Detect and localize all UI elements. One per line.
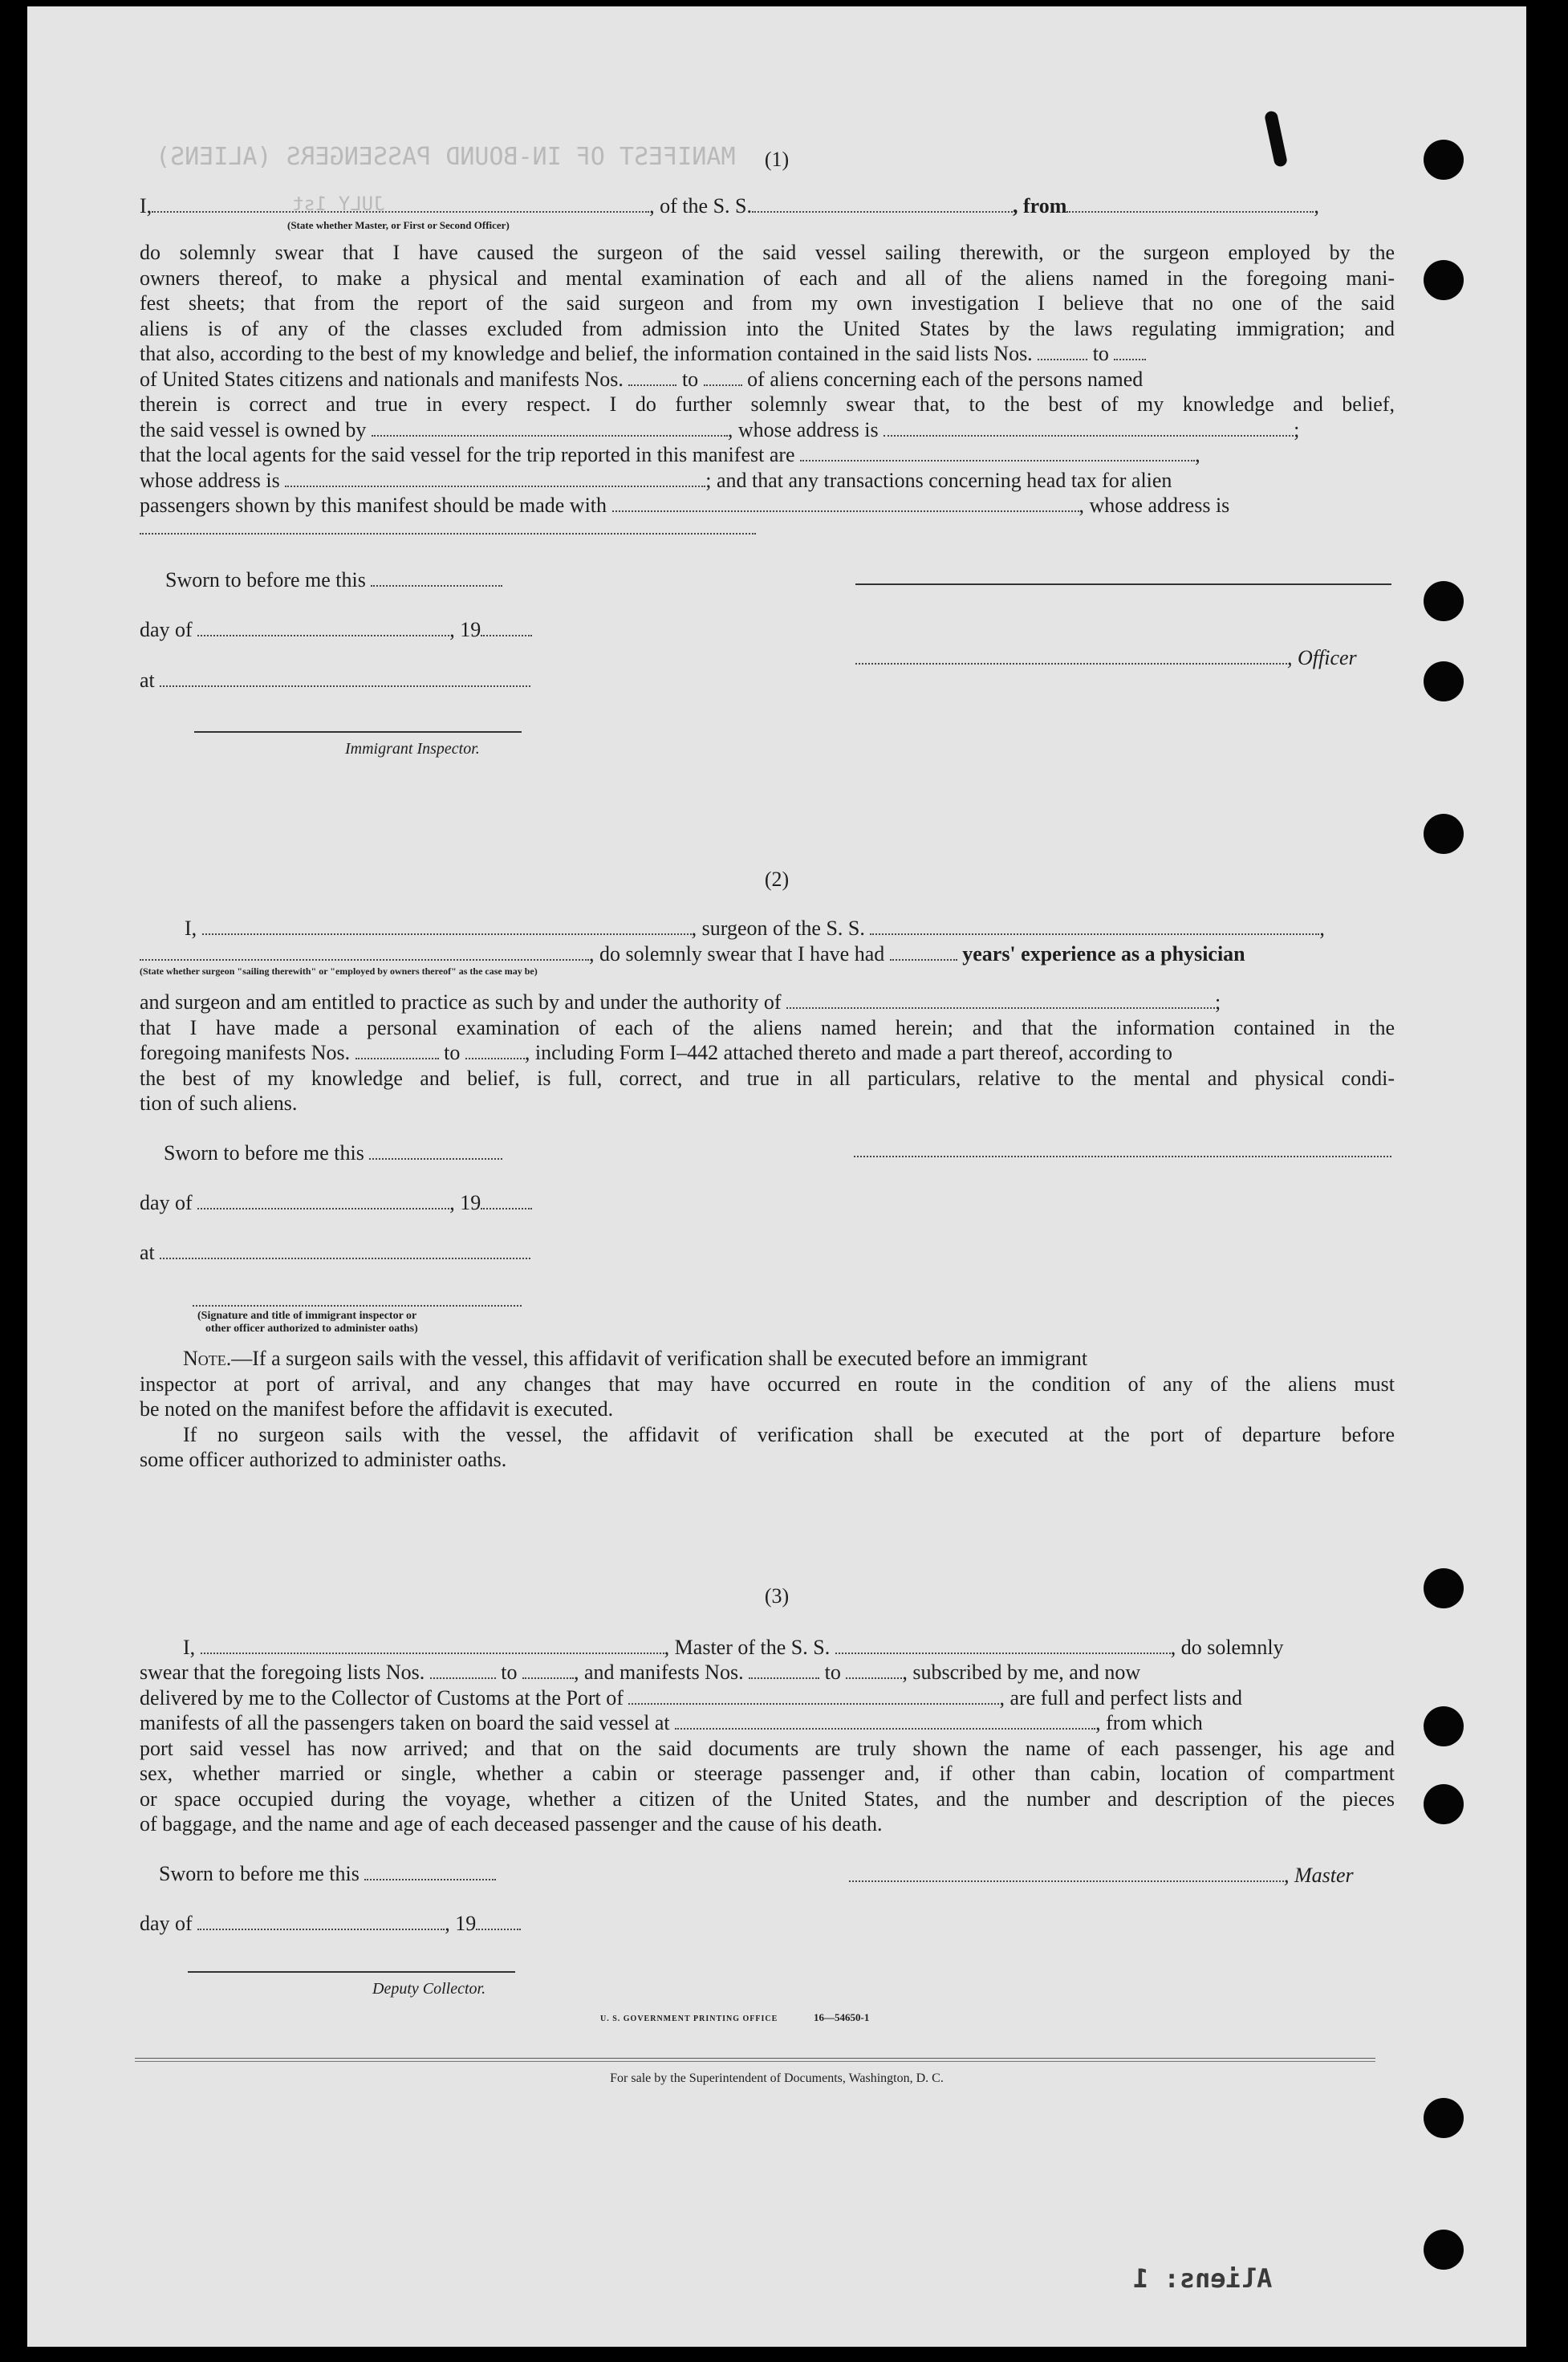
sale-note: For sale by the Superintendent of Documents, Washington, D. C. — [610, 2071, 944, 2085]
s2-note-line: be noted on the manifest before the affidavit is executed. — [140, 1397, 614, 1421]
s2-line2: , do solemnly swear that I have had years' experience as a physician — [140, 942, 1245, 966]
s2-authority-line: and surgeon and am entitled to practice as such by and under the authority of ; — [140, 990, 1221, 1014]
punch-hole — [1424, 2098, 1464, 2138]
handwritten-count: Aliens: 1 — [1133, 2263, 1273, 2294]
s1-address-line: whose address is ; and that any transactions concerning head tax for alien — [140, 469, 1172, 492]
footer-rule — [135, 2061, 1375, 2062]
s2-para-line: the best of my knowledge and belief, is full, correct, and true in all particulars, relative to the mental and physical condi- — [140, 1067, 1395, 1090]
s1-officer-line: , Officer — [855, 646, 1357, 670]
s1-owner-line: the said vessel is owned by , whose address is ; — [140, 418, 1300, 441]
punch-hole — [1424, 140, 1464, 180]
bleed-through-date: JULY 1st — [292, 193, 385, 215]
s2-at: at — [140, 1241, 530, 1265]
s3-line1: I, , Master of the S. S. , do solemnly — [183, 1636, 1284, 1659]
s2-para-line: that I have made a personal examination of each of the aliens named herein; and that the information contained in the — [140, 1016, 1395, 1039]
s1-at: at — [140, 669, 530, 693]
punch-hole — [1424, 260, 1464, 300]
s1-para-line: therein is correct and true in every respect. I do further solemnly swear that, to the best of my knowledge and belief, — [140, 392, 1395, 416]
s3-para-line: of baggage, and the name and age of each deceased passenger and the cause of his death. — [140, 1812, 883, 1836]
s3-line4: manifests of all the passengers taken on board the said vessel at , from which — [140, 1711, 1203, 1734]
form-number: 16—54650-1 — [814, 2011, 870, 2023]
s3-day-of: day of , 19 — [140, 1912, 521, 1936]
s1-manifests-line: of United States citizens and nationals and manifests Nos. to of aliens concerning each of the persons named — [140, 368, 1144, 391]
s2-sig-note: other officer authorized to administer oaths) — [205, 1323, 418, 1335]
s1-para-line: aliens is of any of the classes excluded from admission into the United States by the laws regulating immigration; and — [140, 317, 1395, 340]
punch-hole — [1424, 814, 1464, 854]
s3-deputy-label: Deputy Collector. — [372, 1980, 486, 1998]
s3-master-line: , Master — [849, 1864, 1354, 1888]
s3-deputy-line — [188, 1971, 515, 1973]
s3-para-line: or space occupied during the voyage, whether a citizen of the United States, and the number and description of the pieces — [140, 1787, 1395, 1811]
s1-day-of: day of , 19 — [140, 618, 532, 642]
s3-para-line: port said vessel has now arrived; and that on the said documents are truly shown the name of each passenger, his age and — [140, 1737, 1395, 1760]
bleed-through-text: MANIFEST OF IN-BOUND PASSENGERS (ALIENS) — [156, 143, 736, 171]
punch-hole — [1424, 581, 1464, 621]
s1-inspector-label: Immigrant Inspector. — [345, 740, 480, 758]
s3-line2: swear that the foregoing lists Nos. to , and manifests Nos. to , subscribed by me, and now — [140, 1661, 1141, 1684]
s2-day-of: day of , 19 — [140, 1191, 532, 1215]
s1-para-line: owners thereof, to make a physical and mental examination of each and all of the aliens named in the foregoing mani- — [140, 266, 1395, 290]
section-2-number: (2) — [764, 868, 790, 891]
section-3-number: (3) — [764, 1584, 790, 1608]
s2-manifests-line: foregoing manifests Nos. to , including Form I–442 attached thereto and made a part thereof, according to — [140, 1041, 1173, 1064]
s2-note-line: If no surgeon sails with the vessel, the affidavit of verification shall be executed at the port of departure before — [183, 1423, 1395, 1446]
s2-sig-note: (Signature and title of immigrant inspector or — [197, 1310, 417, 1322]
s2-note-line: some officer authorized to administer oaths. — [140, 1448, 507, 1471]
s1-para-line: do solemnly swear that I have caused the surgeon of the said vessel sailing therewith, or the surgeon employed by the — [140, 241, 1395, 264]
s1-headtax-line: passengers shown by this manifest should be made with , whose address is — [140, 494, 1230, 517]
s1-agents-line: that the local agents for the said vessel for the trip reported in this manifest are , — [140, 443, 1200, 466]
s1-lists-line: that also, according to the best of my knowledge and belief, the information contained in the said lists Nos. to — [140, 342, 1146, 366]
s1-inspector-line — [194, 731, 522, 733]
punch-hole — [1424, 1568, 1464, 1608]
s2-para-line: tion of such aliens. — [140, 1092, 298, 1115]
surgeon-note: (State whether surgeon "sailing therewith" or "employed by owners thereof" as the case may be) — [140, 966, 538, 977]
s3-para-line: sex, whether married or single, whether a cabin or steerage passenger and, if other than cabin, location of compartment — [140, 1762, 1395, 1785]
s1-signature-line — [855, 583, 1391, 585]
s1-line1: I, , of the S. S. , from , — [140, 194, 1319, 217]
punch-hole — [1424, 1784, 1464, 1824]
s2-line1: I, , surgeon of the S. S. , — [185, 917, 1325, 940]
s2-note-line: Note.—If a surgeon sails with the vessel, this affidavit of verification shall be executed before an immigrant — [183, 1347, 1088, 1370]
s3-sworn: Sworn to before me this — [159, 1862, 496, 1886]
section-1-number: (1) — [764, 148, 790, 171]
s1-sworn: Sworn to before me this — [165, 568, 502, 592]
s2-signature-line — [854, 1156, 1391, 1157]
s1-para-line: fest sheets; that from the report of the said surgeon and from my own investigation I believe that no one of the said — [140, 291, 1395, 315]
s2-officer-signature-line — [193, 1305, 522, 1307]
footer-rule — [135, 2058, 1375, 2059]
punch-hole — [1424, 1706, 1464, 1746]
s2-sworn: Sworn to before me this — [164, 1141, 502, 1165]
printing-office: U. S. GOVERNMENT PRINTING OFFICE — [600, 2014, 778, 2023]
punch-hole — [1424, 2230, 1464, 2270]
s2-note-line: inspector at port of arrival, and any changes that may have occurred en route in the condition of any of the aliens must — [140, 1372, 1395, 1396]
master-note: (State whether Master, or First or Second Officer) — [287, 219, 510, 231]
s3-line3: delivered by me to the Collector of Customs at the Port of , are full and perfect lists and — [140, 1686, 1242, 1710]
punch-hole — [1424, 661, 1464, 701]
s1-address-blank — [140, 533, 756, 535]
document-page — [27, 6, 1526, 2347]
